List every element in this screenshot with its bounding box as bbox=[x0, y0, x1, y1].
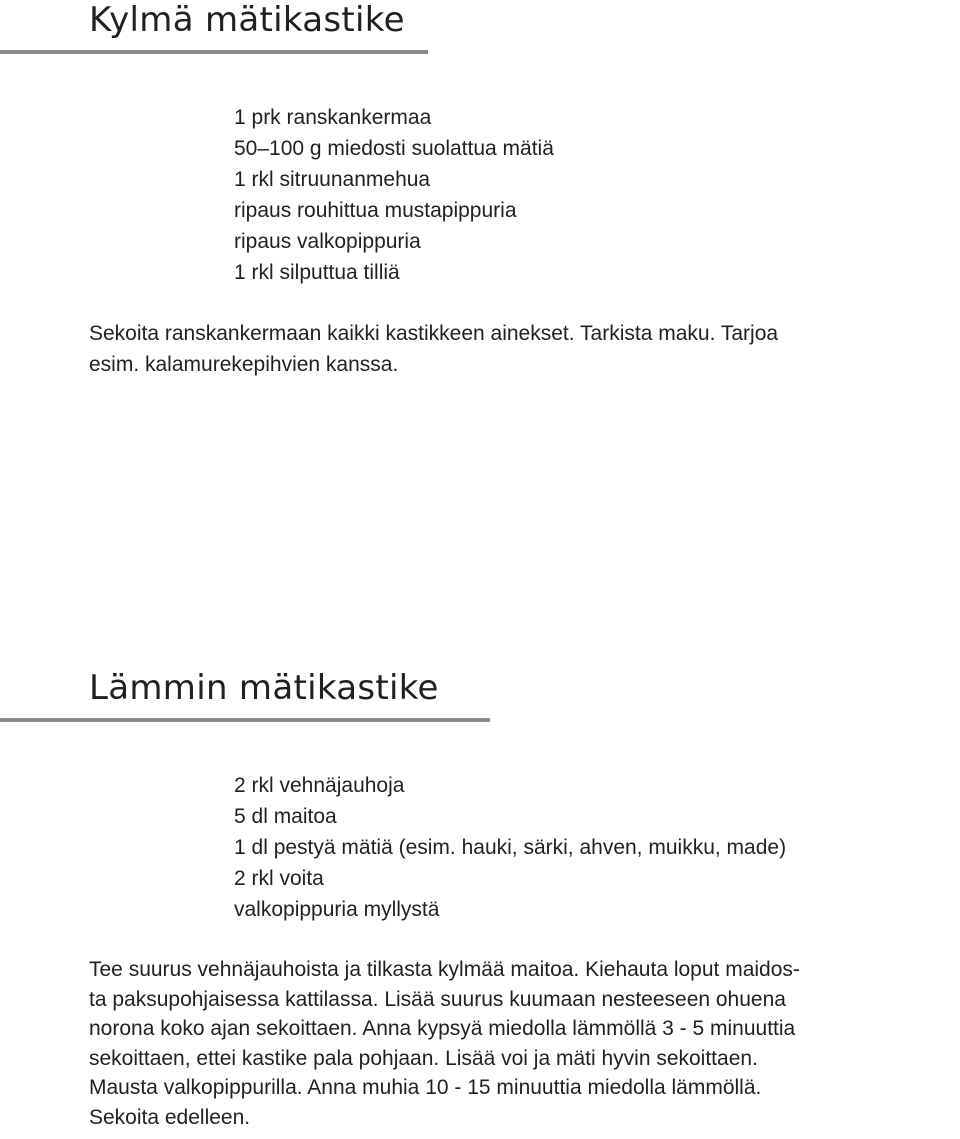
ingredient-item: 1 rkl sitruunanmehua bbox=[234, 168, 431, 191]
ingredient-item: 2 rkl vehnäjauhoja bbox=[234, 774, 405, 797]
instruction-line: Sekoita edelleen. bbox=[89, 1105, 251, 1129]
instructions-paragraph bbox=[89, 318, 778, 380]
ingredient-item: 1 rkl silputtua tilliä bbox=[234, 261, 400, 284]
instructions-paragraph bbox=[89, 955, 800, 1132]
instruction-line: ta paksupohjaisessa kattilassa. Lisää suurus kuumaan nesteeseen ohuena bbox=[89, 987, 786, 1011]
instruction-line: Tee suurus vehnäjauhoista ja tilkasta kylmää maitoa. Kiehauta loput maidos- bbox=[89, 958, 800, 981]
recipe-title-warm-roe-sauce: Lämmin mätikastike bbox=[89, 668, 439, 708]
instruction-line: esim. kalamurekepihvien kanssa. bbox=[89, 353, 399, 376]
ingredient-item: 1 dl pestyä mätiä (esim. hauki, särki, ahven, muikku, made) bbox=[234, 836, 787, 859]
title-underline bbox=[0, 50, 428, 54]
ingredient-list bbox=[234, 102, 554, 288]
instruction-line: sekoittaen, ettei kastike pala pohjaan. Lisää voi ja mäti hyvin sekoittaen. bbox=[89, 1046, 758, 1070]
ingredient-item: 5 dl maitoa bbox=[234, 805, 337, 828]
ingredient-item: ripaus rouhittua mustapippuria bbox=[234, 199, 517, 222]
instruction-line: Sekoita ranskankermaan kaikki kastikkeen ainekset. Tarkista maku. Tarjoa bbox=[89, 322, 779, 345]
recipe-title-cold-roe-sauce: Kylmä mätikastike bbox=[89, 0, 405, 40]
ingredient-item: 1 prk ranskankermaa bbox=[234, 106, 432, 129]
title-underline bbox=[0, 718, 490, 722]
instruction-line: Mausta valkopippurilla. Anna muhia 10 - 15 minuuttia miedolla lämmöllä. bbox=[89, 1076, 762, 1099]
ingredient-item: 2 rkl voita bbox=[234, 867, 324, 890]
ingredient-item: 50–100 g miedosti suolattua mätiä bbox=[234, 137, 554, 160]
ingredient-item: valkopippuria myllystä bbox=[234, 898, 440, 921]
ingredient-list bbox=[234, 770, 786, 925]
ingredient-item: ripaus valkopippuria bbox=[234, 230, 421, 253]
instruction-line: norona koko ajan sekoittaen. Anna kypsyä miedolla lämmöllä 3 - 5 minuuttia bbox=[89, 1017, 796, 1040]
